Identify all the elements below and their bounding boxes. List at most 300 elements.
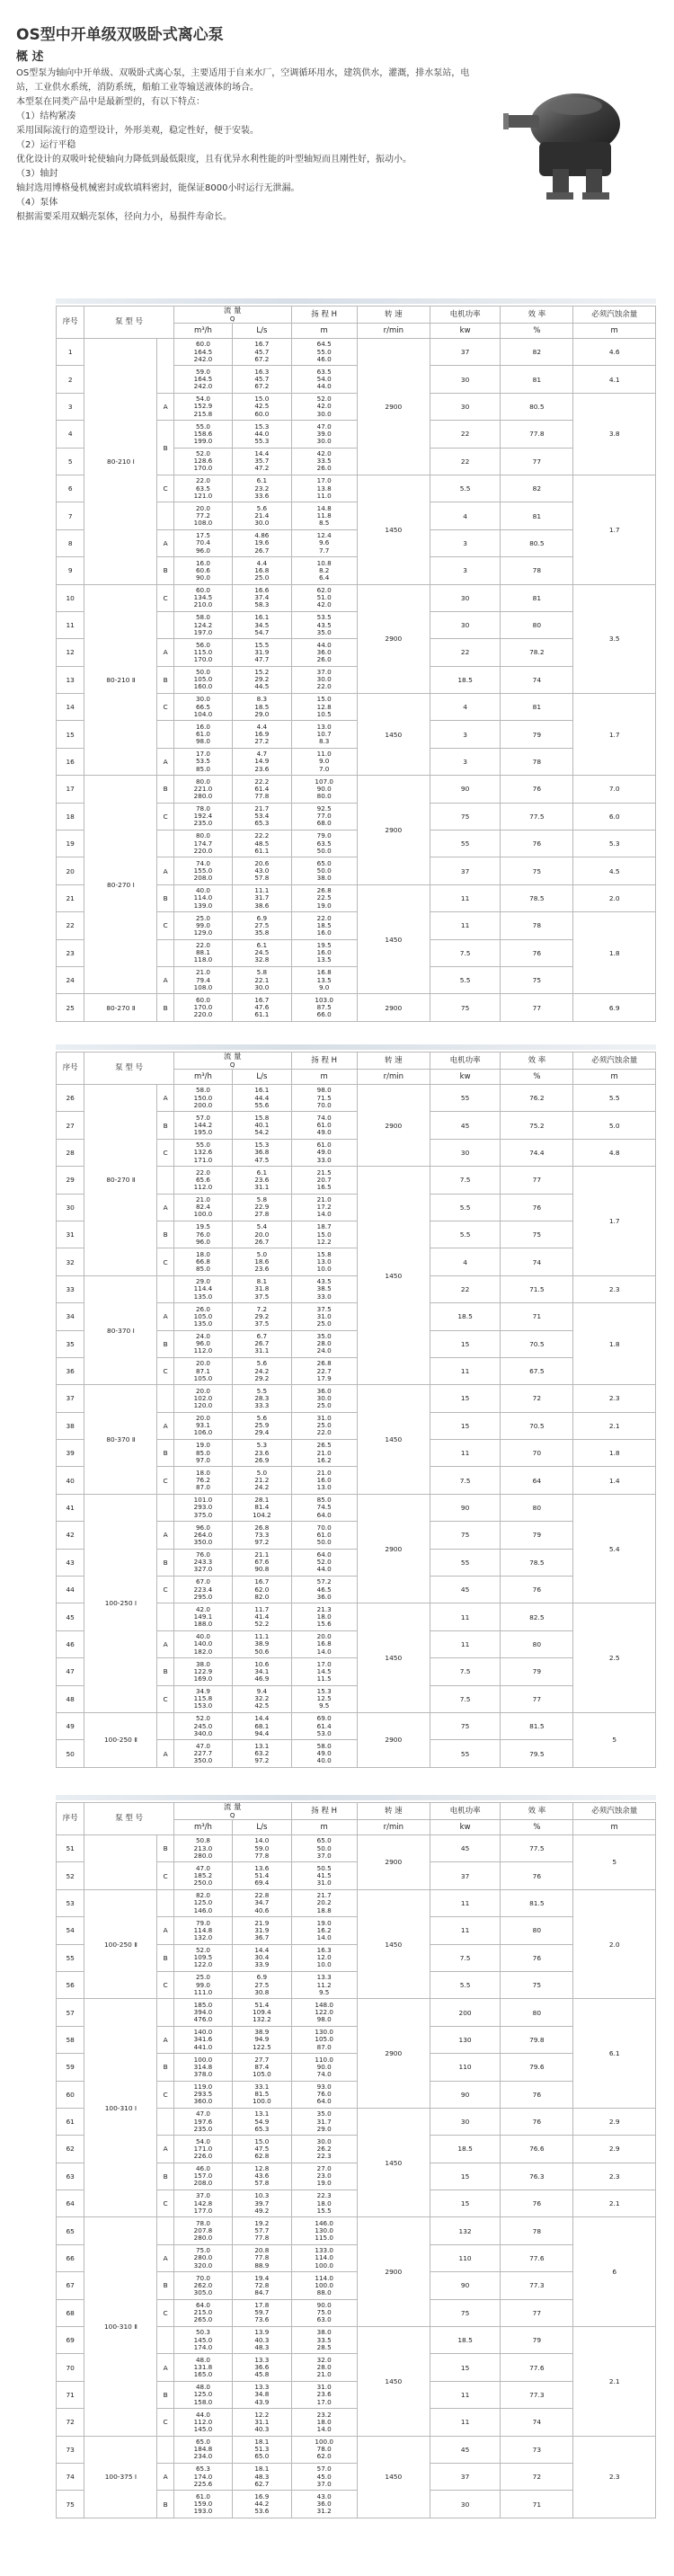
- value: 70.0: [316, 1100, 332, 1109]
- values-h: [291, 2327, 357, 2354]
- impeller-variant: A: [157, 1412, 173, 1439]
- values-ls: [233, 2244, 291, 2271]
- value: 20.7: [316, 1175, 332, 1184]
- npsh-value: 2.1: [573, 2327, 656, 2437]
- value: 69.0: [316, 1714, 332, 1723]
- row-number: 65: [57, 2217, 84, 2244]
- motor-power: 75: [430, 2299, 500, 2326]
- impeller-variant: C: [157, 1357, 173, 1384]
- efficiency: 72: [501, 2463, 573, 2490]
- value: 12.5: [316, 1694, 332, 1703]
- value: 90.0: [316, 2301, 332, 2310]
- value: 9.4: [256, 1686, 268, 1695]
- row-number: 15: [57, 721, 84, 748]
- value: 20.0: [195, 1386, 210, 1395]
- value: 40.0: [195, 1632, 210, 1641]
- value: 23.6: [254, 764, 270, 773]
- npsh-value: 5: [573, 1835, 656, 1890]
- values-ls: [233, 857, 291, 884]
- row-number: 53: [57, 1889, 84, 1916]
- row-number: 40: [57, 1467, 84, 1494]
- npsh-value: 6.9: [573, 994, 656, 1021]
- value: 96.0: [195, 1523, 210, 1532]
- value: 15.3: [254, 422, 270, 431]
- motor-power: 30: [430, 2108, 500, 2135]
- value: 5.0: [256, 1249, 268, 1258]
- value: 28.1: [254, 1496, 270, 1505]
- header-speed: 转 速: [357, 306, 430, 324]
- value: 76.2: [195, 1476, 210, 1485]
- value: 38.9: [254, 2028, 270, 2037]
- value: 40.0: [316, 1756, 332, 1765]
- value: 160.0: [193, 682, 213, 691]
- value: 20.0: [195, 503, 210, 512]
- value: 18.1: [254, 2437, 270, 2446]
- impeller-variant: C: [157, 2190, 173, 2217]
- values-h: [291, 694, 357, 721]
- table-row: [57, 1999, 656, 2026]
- value: 16.7: [254, 340, 270, 349]
- value: 9.0: [318, 757, 330, 766]
- value: 47.5: [254, 1155, 270, 1164]
- npsh-value: 1.4: [573, 1467, 656, 1494]
- row-number: 69: [57, 2327, 84, 2354]
- motor-power: 15: [430, 2354, 500, 2381]
- value: 174.7: [193, 839, 213, 848]
- motor-power: 18.5: [430, 666, 500, 693]
- efficiency: 79: [501, 721, 573, 748]
- values-m3: [173, 2081, 232, 2108]
- value: 54.0: [316, 374, 332, 383]
- value: 47.7: [254, 655, 270, 664]
- npsh-value: 2.3: [573, 2436, 656, 2518]
- value: 12.2: [316, 1237, 332, 1246]
- value: 43.5: [316, 620, 332, 629]
- value: 227.7: [193, 1748, 213, 1757]
- value: 15.2: [254, 668, 270, 677]
- value: 50.0: [316, 866, 332, 875]
- impeller-variant: [157, 939, 173, 966]
- motor-power: 37: [430, 1862, 500, 1889]
- value: 305.0: [193, 2288, 213, 2297]
- value: 21.0: [316, 2370, 332, 2379]
- efficiency: 67.5: [501, 1357, 573, 1384]
- value: 34.1: [254, 1666, 270, 1675]
- values-m3: [173, 502, 232, 529]
- header-power: 电机功率: [430, 1053, 500, 1070]
- value: 52.0: [195, 449, 210, 457]
- value: 37.5: [316, 1304, 332, 1313]
- efficiency: 78: [501, 748, 573, 775]
- header-efficiency: 效 率: [501, 1053, 573, 1070]
- value: 102.0: [193, 1393, 213, 1402]
- value: 24.2: [254, 1483, 270, 1492]
- table-row: [57, 1889, 656, 1916]
- value: 8.3: [318, 737, 330, 746]
- npsh-value: 1.7: [573, 1167, 656, 1276]
- efficiency: 74.4: [501, 1139, 573, 1166]
- header-efficiency: 效 率: [501, 1803, 573, 1820]
- header-power: 电机功率: [430, 306, 500, 324]
- values-h: [291, 1917, 357, 1944]
- values-ls: [233, 2354, 291, 2381]
- value: 15.0: [316, 695, 332, 704]
- value: 208.0: [193, 2179, 213, 2188]
- value: 50.0: [316, 846, 332, 855]
- values-ls: [233, 912, 291, 939]
- impeller-variant: B: [157, 2163, 173, 2190]
- values-h: [291, 666, 357, 693]
- value: 47.0: [195, 1863, 210, 1872]
- value: 26.8: [316, 886, 332, 895]
- value: 20.0: [195, 1414, 210, 1423]
- efficiency: 76.3: [501, 2163, 573, 2190]
- motor-power: 130: [430, 2026, 500, 2053]
- speed-value: 2900: [357, 1999, 430, 2109]
- value: 9.0: [318, 982, 330, 991]
- value: 26.9: [254, 1455, 270, 1464]
- value: 185.0: [193, 2000, 213, 2009]
- value: 33.9: [254, 1960, 270, 1969]
- value: 293.5: [193, 2090, 213, 2099]
- values-m3: [173, 2381, 232, 2408]
- motor-power: 5.5: [430, 1194, 500, 1221]
- value: 193.0: [193, 2507, 213, 2516]
- motor-power: 4: [430, 502, 500, 529]
- motor-power: 5.5: [430, 1221, 500, 1248]
- value: 207.8: [193, 2226, 213, 2235]
- value: 16.5: [316, 1182, 332, 1191]
- values-m3: [173, 1712, 232, 1739]
- value: 79.0: [316, 831, 332, 840]
- npsh-value: 2.3: [573, 1275, 656, 1302]
- value: 65.0: [195, 2437, 210, 2446]
- unit-m: m: [291, 324, 357, 339]
- values-h: [291, 1971, 357, 1998]
- row-number: 22: [57, 912, 84, 939]
- values-ls: [233, 2327, 291, 2354]
- value: 21.5: [316, 1168, 332, 1177]
- value: 19.5: [195, 1222, 210, 1231]
- value: 7.0: [318, 764, 330, 773]
- values-m3: [173, 475, 232, 502]
- values-m3: [173, 721, 232, 748]
- npsh-value: 4.5: [573, 857, 656, 884]
- value: 170.0: [193, 1002, 213, 1011]
- value: 115.0: [193, 647, 213, 656]
- values-ls: [233, 529, 291, 556]
- values-m3: [173, 611, 232, 638]
- values-m3: [173, 1549, 232, 1576]
- value: 60.0: [195, 585, 210, 594]
- values-ls: [233, 831, 291, 857]
- unit-npsh-m: m: [573, 1820, 656, 1835]
- header-head-symbol: H: [331, 309, 338, 319]
- value: 150.0: [193, 1093, 213, 1102]
- values-m3: [173, 1412, 232, 1439]
- values-h: [291, 611, 357, 638]
- value: 21.0: [316, 1448, 332, 1457]
- values-m3: [173, 2217, 232, 2244]
- speed-value: 2900: [357, 339, 430, 475]
- value: 17.5: [195, 531, 210, 540]
- value: 14.4: [254, 449, 270, 457]
- unit-percent: %: [501, 1070, 573, 1085]
- row-number: 42: [57, 1522, 84, 1549]
- value: 33.5: [316, 457, 332, 466]
- value: 51.0: [316, 593, 332, 602]
- value: 34.5: [254, 620, 270, 629]
- motor-power: 7.5: [430, 939, 500, 966]
- row-number: 10: [57, 584, 84, 611]
- npsh-value: 6.1: [573, 1999, 656, 2109]
- values-ls: [233, 2054, 291, 2081]
- values-ls: [233, 2272, 291, 2299]
- value: 134.5: [193, 593, 213, 602]
- unit-kw: kw: [430, 324, 500, 339]
- header-head-label: 扬 程: [311, 1806, 329, 1816]
- value: 16.9: [254, 2492, 270, 2500]
- values-m3: [173, 1999, 232, 2026]
- values-h: [291, 1085, 357, 1112]
- row-number: 61: [57, 2108, 84, 2135]
- values-ls: [233, 584, 291, 611]
- value: 57.2: [316, 1577, 332, 1586]
- row-number: 9: [57, 557, 84, 584]
- efficiency: 77: [501, 448, 573, 475]
- values-ls: [233, 2436, 291, 2463]
- value: 54.0: [195, 395, 210, 404]
- row-number: 3: [57, 393, 84, 420]
- value: 55.0: [316, 347, 332, 356]
- values-m3: [173, 1112, 232, 1139]
- values-h: [291, 939, 357, 966]
- value: 25.0: [254, 573, 270, 582]
- efficiency: 81.5: [501, 1712, 573, 1739]
- values-h: [291, 448, 357, 475]
- value: 37.5: [254, 1292, 270, 1301]
- value: 53.5: [195, 757, 210, 766]
- values-ls: [233, 1712, 291, 1739]
- value: 64.0: [316, 1510, 332, 1519]
- value: 5.8: [256, 968, 268, 977]
- value: 140.0: [193, 2028, 213, 2037]
- values-m3: [173, 1085, 232, 1112]
- value: 87.5: [316, 1002, 332, 1011]
- efficiency: 76: [501, 1194, 573, 1221]
- value: 41.5: [316, 1870, 332, 1879]
- value: 42.0: [316, 600, 332, 609]
- impeller-variant: [157, 1167, 173, 1194]
- motor-power: 55: [430, 1740, 500, 1767]
- efficiency: 76: [501, 1944, 573, 1971]
- value: 84.7: [254, 2288, 270, 2297]
- impeller-variant: B: [157, 1330, 173, 1357]
- row-number: 51: [57, 1835, 84, 1862]
- value: 213.0: [193, 1843, 213, 1852]
- values-ls: [233, 1630, 291, 1657]
- row-number: 54: [57, 1917, 84, 1944]
- efficiency: 73: [501, 2436, 573, 2463]
- values-m3: [173, 1658, 232, 1685]
- motor-power: 7.5: [430, 1944, 500, 1971]
- values-h: [291, 584, 357, 611]
- values-h: [291, 1139, 357, 1166]
- value: 280.0: [193, 1851, 213, 1860]
- values-h: [291, 1862, 357, 1889]
- impeller-variant: B: [157, 666, 173, 693]
- values-h: [291, 393, 357, 420]
- value: 31.7: [254, 893, 270, 902]
- speed-value: 2900: [357, 1835, 430, 1890]
- value: 87.4: [254, 2062, 270, 2071]
- impeller-variant: A: [157, 1740, 173, 1767]
- values-ls: [233, 1112, 291, 1139]
- row-number: 7: [57, 502, 84, 529]
- value: 20.6: [254, 858, 270, 867]
- motor-power: 7.5: [430, 1467, 500, 1494]
- value: 12.8: [316, 702, 332, 711]
- header-flow-label: 流 量: [223, 306, 242, 315]
- value: 29.4: [254, 1428, 270, 1437]
- value: 52.0: [316, 1558, 332, 1567]
- values-h: [291, 1385, 357, 1412]
- motor-power: 30: [430, 366, 500, 393]
- value: 28.3: [254, 1393, 270, 1402]
- value: 6.7: [256, 1331, 268, 1340]
- efficiency: 81: [501, 694, 573, 721]
- values-ls: [233, 803, 291, 830]
- efficiency: 76: [501, 939, 573, 966]
- value: 50.0: [316, 1538, 332, 1547]
- value: 18.0: [316, 1612, 332, 1621]
- values-h: [291, 1248, 357, 1275]
- impeller-variant: A: [157, 966, 173, 993]
- value: 164.5: [193, 374, 213, 383]
- motor-power: 30: [430, 611, 500, 638]
- value: 44.0: [316, 1565, 332, 1574]
- value: 77.8: [254, 2253, 270, 2262]
- row-number: 16: [57, 748, 84, 775]
- row-number: 66: [57, 2244, 84, 2271]
- value: 242.0: [193, 382, 213, 391]
- value: 139.0: [193, 901, 213, 910]
- pump-model: 100-250 Ⅱ: [84, 1712, 157, 1767]
- value: 243.3: [193, 1558, 213, 1567]
- value: 170.0: [193, 464, 213, 473]
- value: 11.0: [316, 750, 332, 759]
- impeller-variant: A: [157, 2026, 173, 2053]
- value: 24.0: [316, 1346, 332, 1355]
- values-h: [291, 1522, 357, 1549]
- value: 29.2: [254, 1373, 270, 1382]
- value: 62.0: [316, 585, 332, 594]
- value: 48.0: [195, 2383, 210, 2392]
- value: 19.0: [316, 1918, 332, 1927]
- npsh-value: 2.1: [573, 1412, 656, 1439]
- row-number: 68: [57, 2299, 84, 2326]
- value: 26.0: [195, 1304, 210, 1313]
- efficiency: 74: [501, 2409, 573, 2436]
- npsh-value: 2.5: [573, 1603, 656, 1713]
- values-ls: [233, 1303, 291, 1330]
- impeller-variant: A: [157, 529, 173, 556]
- efficiency: 80.5: [501, 393, 573, 420]
- value: 61.4: [254, 784, 270, 793]
- value: 26.2: [316, 2144, 332, 2153]
- values-ls: [233, 1917, 291, 1944]
- value: 20.0: [254, 1230, 270, 1239]
- value: 9.6: [318, 538, 330, 547]
- values-ls: [233, 2136, 291, 2163]
- value: 177.0: [193, 2206, 213, 2215]
- motor-power: 90: [430, 776, 500, 803]
- value: 5.4: [256, 1222, 268, 1231]
- motor-power: 15: [430, 1412, 500, 1439]
- value: 142.8: [193, 2198, 213, 2207]
- values-m3: [173, 831, 232, 857]
- efficiency: 70.5: [501, 1412, 573, 1439]
- value: 164.5: [193, 347, 213, 356]
- values-ls: [233, 1971, 291, 1998]
- values-ls: [233, 1889, 291, 1916]
- efficiency: 75: [501, 1221, 573, 1248]
- values-m3: [173, 1577, 232, 1603]
- value: 44.0: [195, 2410, 210, 2419]
- value: 25.0: [195, 1973, 210, 1982]
- value: 47.6: [254, 1002, 270, 1011]
- header-head: [291, 306, 357, 324]
- value: 132.2: [253, 2015, 271, 2024]
- value: 16.1: [254, 1086, 270, 1095]
- value: 32.0: [316, 2355, 332, 2364]
- value: 97.2: [254, 1756, 270, 1765]
- values-m3: [173, 584, 232, 611]
- value: 22.5: [316, 893, 332, 902]
- impeller-variant: [157, 1712, 173, 1739]
- value: 77.2: [195, 511, 210, 520]
- value: 59.0: [195, 367, 210, 376]
- value: 171.0: [193, 1155, 213, 1164]
- value: 128.6: [193, 457, 213, 466]
- row-number: 58: [57, 2026, 84, 2053]
- values-ls: [233, 1549, 291, 1576]
- speed-value: 1450: [357, 2108, 430, 2217]
- value: 57.7: [254, 2226, 270, 2235]
- row-number: 8: [57, 529, 84, 556]
- overview-paragraph: （4）泵体: [16, 198, 58, 208]
- values-ls: [233, 994, 291, 1021]
- value: 11.8: [316, 511, 332, 520]
- values-h: [291, 2163, 357, 2190]
- values-ls: [233, 2026, 291, 2053]
- unit-rpm: r/min: [357, 1820, 430, 1835]
- speed-value: 2900: [357, 1494, 430, 1603]
- value: 65.3: [195, 2465, 210, 2474]
- table-top-rule: [56, 298, 656, 304]
- efficiency: 80: [501, 1999, 573, 2026]
- impeller-variant: C: [157, 1467, 173, 1494]
- motor-power: 5.5: [430, 966, 500, 993]
- value: 61.0: [316, 1141, 332, 1150]
- value: 23.2: [316, 2410, 332, 2419]
- impeller-variant: [157, 721, 173, 748]
- motor-power: 7.5: [430, 1167, 500, 1194]
- value: 47.0: [195, 2110, 210, 2119]
- value: 31.8: [254, 1284, 270, 1293]
- value: 42.0: [195, 1604, 210, 1613]
- value: 4.4: [256, 722, 268, 731]
